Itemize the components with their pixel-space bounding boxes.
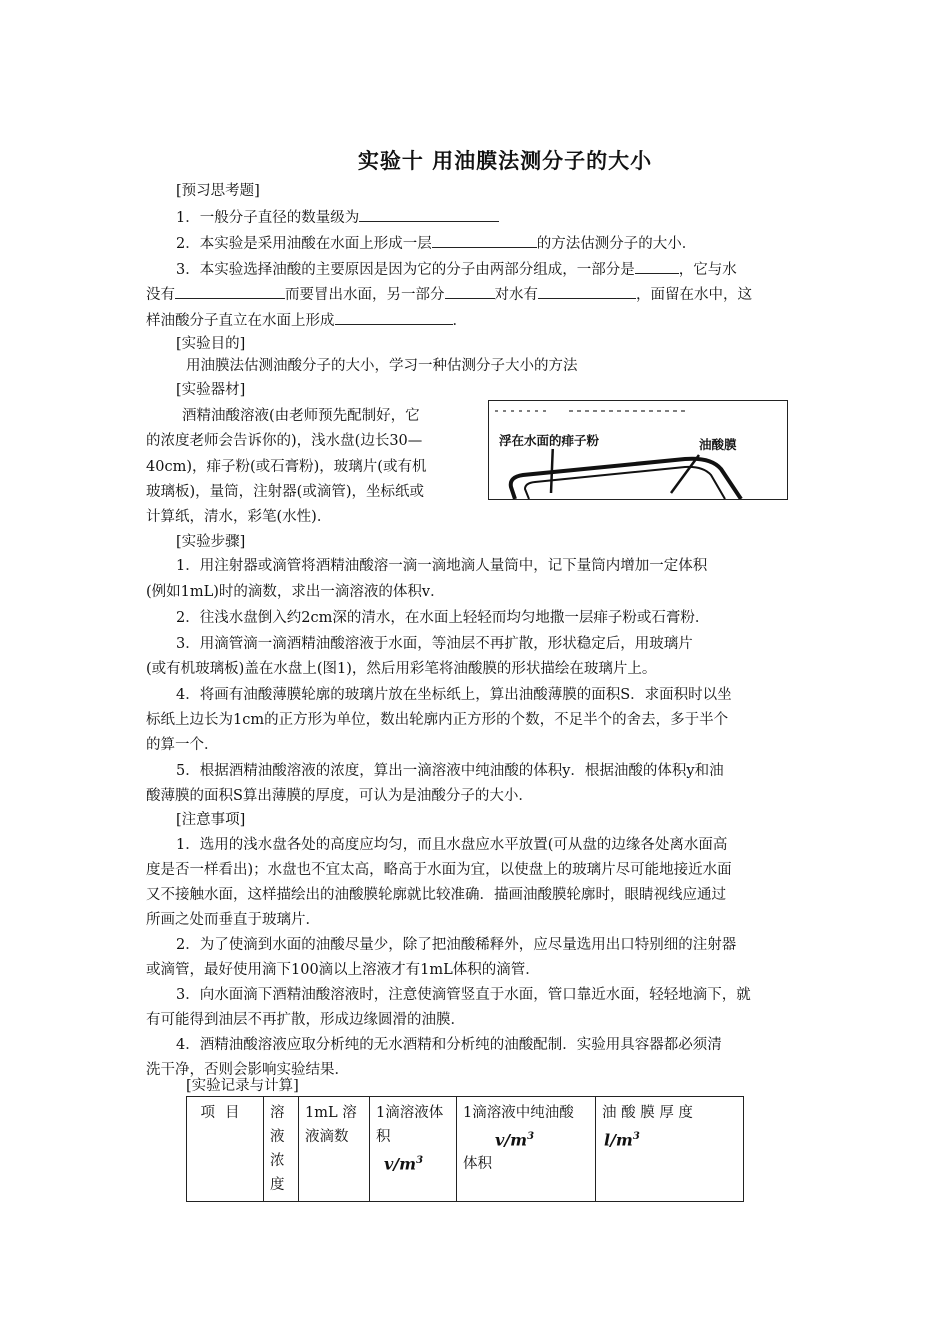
answer-blank	[359, 206, 499, 222]
notes-header: [注意事项]	[176, 812, 246, 828]
table-cell-item: 项目	[187, 1097, 264, 1202]
steps-header: [实验步骤]	[176, 534, 246, 550]
step-line: 1．用注射器或滴管将酒精油酸溶一滴一滴地滴人量筒中，记下量筒内增加一定体积	[176, 558, 708, 574]
variable-v: $v/m^3$	[384, 1154, 424, 1174]
variable-l: $l/m^3$	[604, 1130, 640, 1150]
step-line: 酸薄膜的面积S算出薄膜的厚度，可认为是油酸分子的大小．	[146, 788, 533, 804]
record-table	[186, 1096, 744, 1202]
table-cell-film-thickness: 油 酸 膜 厚 度 $l/m^3$	[596, 1097, 744, 1202]
answer-blank	[175, 283, 285, 299]
answer-blank	[335, 309, 453, 325]
equipment-line: 酒精油酸溶液(由老师预先配制好，它	[182, 408, 420, 424]
table-cell-concentration: 溶液浓度	[264, 1097, 299, 1202]
answer-blank	[635, 258, 679, 274]
note-line: 洗干净，否则会影响实验结果．	[146, 1062, 349, 1078]
preview-header: [预习思考题]	[176, 183, 260, 199]
step-line: 2．往浅水盘倒入约2cm深的清水，在水面上轻轻而均匀地撒一层痱子粉或石膏粉．	[176, 610, 710, 626]
step-line: (例如1mL)时的滴数，求出一滴溶液的体积v．	[146, 584, 445, 600]
step-line: 4．将画有油酸薄膜轮廓的玻璃片放在坐标纸上，算出油酸薄膜的面积S．求面积时以坐	[176, 687, 732, 703]
tray-drawing	[489, 401, 787, 499]
question-3-line-2: 没有 而要冒出水面，另一部分 对水有 ，面留在水中，这	[146, 283, 810, 305]
variable-v: $v/m^3$	[495, 1130, 535, 1150]
step-line: 3．用滴管滴一滴酒精油酸溶液于水面，等油层不再扩散，形状稳定后，用玻璃片	[176, 636, 693, 652]
note-line: 1．选用的浅水盘各处的高度应均匀，而且水盘应水平放置(可从盘的边缘各处离水面高	[176, 837, 728, 853]
table-cell-pure-oil-volume: 1滴溶液中纯油酸 $v/m^3$ 体积	[457, 1097, 596, 1202]
oil-film-figure	[488, 400, 788, 500]
step-line: 标纸上边长为1cm的正方形为单位，数出轮廓内正方形的个数，不足半个的舍去，多于半个	[146, 712, 729, 728]
question-1: 1．一般分子直径的数量级为	[176, 206, 810, 228]
powder-label: 浮在水面的痱子粉	[499, 433, 600, 448]
equipment-line: 的浓度老师会告诉你的)，浅水盘(边长30—	[146, 433, 423, 449]
answer-blank	[445, 283, 495, 299]
note-line: 所画之处而垂直于玻璃片．	[146, 912, 320, 928]
page-title: 实验十 用油膜法测分子的大小	[357, 149, 653, 173]
note-line: 或滴管，最好使用滴下100滴以上溶液才有1mL体积的滴管．	[146, 962, 540, 978]
question-2: 2．本实验是采用油酸在水面上形成一层 的方法估测分子的大小．	[176, 232, 810, 254]
question-3-line-3: 样油酸分子直立在水面上形成 ．	[146, 309, 810, 331]
oil-film-label: 油酸膜	[699, 437, 737, 452]
purpose-header: [实验目的]	[176, 336, 246, 352]
answer-blank	[432, 232, 537, 248]
note-line: 3．向水面滴下酒精油酸溶液时，注意使滴管竖直于水面，管口靠近水面，轻轻地滴下，就	[176, 987, 751, 1003]
record-header: [实验记录与计算]	[186, 1078, 299, 1094]
step-line: (或有机玻璃板)盖在水盘上(图1)，然后用彩笔将油酸膜的形状描绘在玻璃片上。	[146, 661, 657, 677]
purpose-text: 用油膜法估测油酸分子的大小，学习一种估测分子大小的方法	[186, 358, 578, 374]
note-line: 有可能得到油层不再扩散，形成边缘圆滑的油膜．	[146, 1012, 465, 1028]
table-row	[187, 1097, 744, 1202]
table-cell-drop-volume: 1滴溶液体 积 $v/m^3$	[370, 1097, 457, 1202]
note-line: 4．酒精油酸溶液应取分析纯的无水酒精和分析纯的油酸配制．实验用具容器都必须清	[176, 1037, 722, 1053]
equipment-header: [实验器材]	[176, 382, 246, 398]
equipment-line: 计算纸，清水，彩笔(水性)．	[146, 509, 332, 525]
note-line: 又不接触水面，这样描绘出的油酸膜轮廓就比较准确．描画油酸膜轮廓时，眼睛视线应通过	[146, 887, 726, 903]
note-line: 度是否一样看出)；水盘也不宜太高，略高于水面为宜，以使盘上的玻璃片尽可能地接近水面	[146, 862, 732, 878]
equipment-line: 玻璃板)，量筒，注射器(或滴管)，坐标纸或	[146, 484, 424, 500]
table-cell-drops: 1mL 溶液滴数	[299, 1097, 370, 1202]
equipment-line: 40cm)，痱子粉(或石膏粉)，玻璃片(或有机	[146, 459, 427, 475]
step-line: 5．根据酒精油酸溶液的浓度，算出一滴溶液中纯油酸的体积y．根据油酸的体积y和油	[176, 763, 724, 779]
question-3-line-1: 3．本实验选择油酸的主要原因是因为它的分子由两部分组成，一部分是 ，它与水	[176, 258, 810, 280]
note-line: 2．为了使滴到水面的油酸尽量少，除了把油酸稀释外，应尽量选用出口特别细的注射器	[176, 937, 737, 953]
step-line: 的算一个．	[146, 737, 219, 753]
answer-blank	[538, 283, 636, 299]
